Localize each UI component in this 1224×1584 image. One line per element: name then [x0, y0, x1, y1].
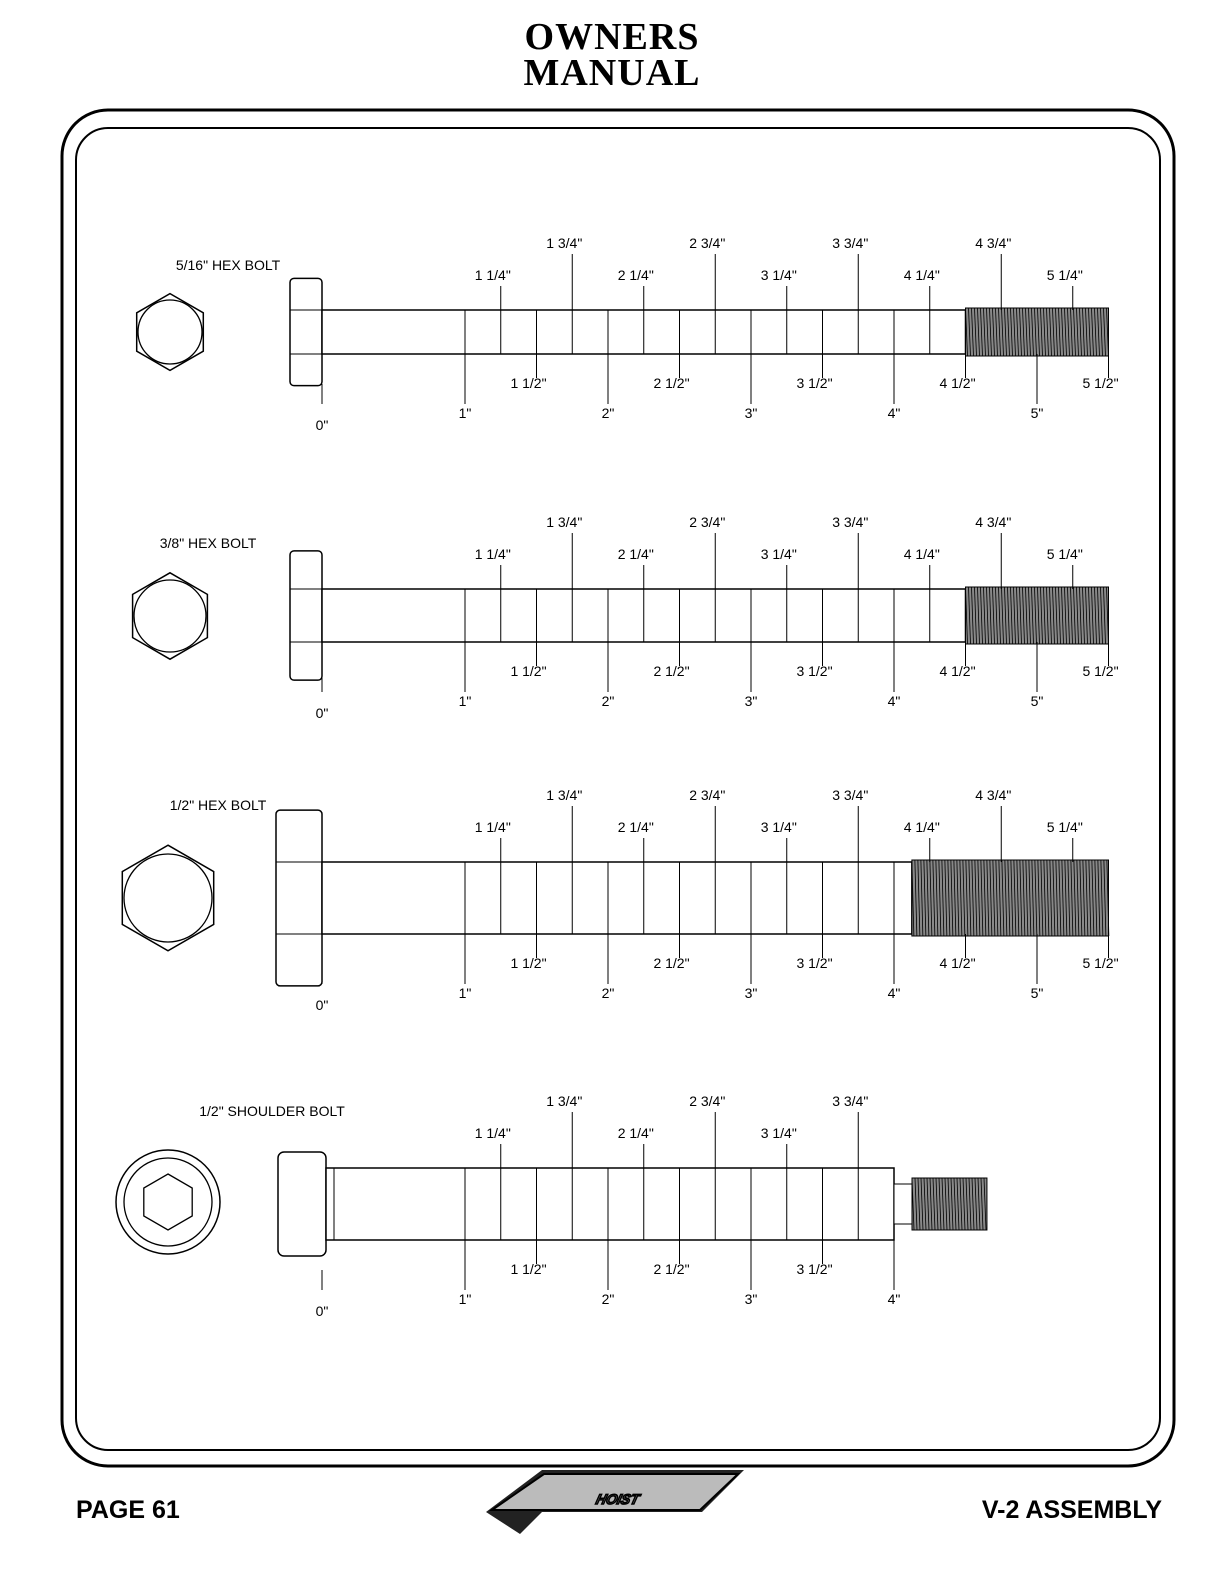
section-title: V-2 ASSEMBLY [981, 1496, 1162, 1524]
bolt-threads [966, 587, 1109, 644]
hex-head-end-view [133, 573, 208, 659]
scale-label-1-5: 1 1/2" [510, 663, 547, 679]
scale-label-1-25: 1 1/4" [474, 819, 511, 835]
scale-label-5-25: 5 1/4" [1046, 267, 1083, 283]
scale-label-1-5: 1 1/2" [510, 375, 547, 391]
scale-label-1-25: 1 1/4" [474, 267, 511, 283]
scale-label-2-5: 2 1/2" [653, 663, 690, 679]
scale-label-2-25: 2 1/4" [617, 1125, 654, 1141]
scale-label-3-75: 3 3/4" [832, 235, 869, 251]
hex-head-side [276, 810, 322, 986]
bolt-3 [122, 787, 1118, 1013]
scale-label-5: 5" [1030, 985, 1044, 1001]
bolt-label: 1/2" HEX BOLT [169, 797, 267, 813]
scale-label-1: 1" [458, 1291, 472, 1307]
scale-label-0: 0" [315, 1303, 329, 1319]
scale-label-0: 0" [315, 417, 329, 433]
scale-label-4-25: 4 1/4" [903, 267, 940, 283]
scale-label-4-25: 4 1/4" [903, 546, 940, 562]
logo-text: HOIST [594, 1492, 641, 1508]
socket-head-inner [124, 1158, 212, 1246]
bolt-label: 5/16" HEX BOLT [175, 257, 281, 273]
scale-label-1-75: 1 3/4" [546, 787, 583, 803]
hex-socket [144, 1174, 192, 1230]
scale-label-5-25: 5 1/4" [1046, 819, 1083, 835]
bolt-1 [137, 235, 1119, 433]
scale-label-2-25: 2 1/4" [617, 819, 654, 835]
scale-label-5-5: 5 1/2" [1082, 375, 1119, 391]
thread-body [912, 860, 1109, 936]
bolt-label: 1/2" SHOULDER BOLT [199, 1103, 345, 1119]
scale-label-4: 4" [887, 1291, 901, 1307]
scale-label-4-25: 4 1/4" [903, 819, 940, 835]
bolt-threads [912, 860, 1109, 936]
scale-label-5-5: 5 1/2" [1082, 955, 1119, 971]
scale-label-3-25: 3 1/4" [760, 546, 797, 562]
washer-face [124, 854, 212, 942]
scale-label-3-75: 3 3/4" [832, 1093, 869, 1109]
scale-label-3-25: 3 1/4" [760, 267, 797, 283]
scale-label-4-5: 4 1/2" [939, 375, 976, 391]
scale-label-2: 2" [601, 985, 615, 1001]
washer-face [138, 300, 202, 364]
scale-label-2-5: 2 1/2" [653, 375, 690, 391]
scale-label-1-25: 1 1/4" [474, 546, 511, 562]
scale-label-2-25: 2 1/4" [617, 546, 654, 562]
scale-label-2-75: 2 3/4" [689, 514, 726, 530]
scale-label-3: 3" [744, 405, 758, 421]
scale-label-2: 2" [601, 693, 615, 709]
scale-label-4: 4" [887, 405, 901, 421]
scale-label-3-5: 3 1/2" [796, 375, 833, 391]
scale-label-4-75: 4 3/4" [975, 787, 1012, 803]
scale-label-1-5: 1 1/2" [510, 955, 547, 971]
scale-label-3: 3" [744, 693, 758, 709]
scale-label-1-75: 1 3/4" [546, 235, 583, 251]
bolt-label: 3/8" HEX BOLT [159, 535, 257, 551]
scale-label-3-5: 3 1/2" [796, 1261, 833, 1277]
title-line-1: OWNERS [524, 16, 700, 58]
scale-label-2-5: 2 1/2" [653, 955, 690, 971]
socket-head-side [278, 1152, 326, 1256]
scale-label-1: 1" [458, 985, 472, 1001]
scale-label-5: 5" [1030, 693, 1044, 709]
scale-label-2-25: 2 1/4" [617, 267, 654, 283]
scale-label-3-5: 3 1/2" [796, 663, 833, 679]
scale-label-1: 1" [458, 405, 472, 421]
scale-label-3-25: 3 1/4" [760, 819, 797, 835]
scale-label-0: 0" [315, 705, 329, 721]
hex-head-side [290, 278, 322, 385]
hoist-logo [480, 1466, 750, 1538]
bolt-shank [322, 862, 912, 934]
scale-label-5-25: 5 1/4" [1046, 546, 1083, 562]
scale-label-4-75: 4 3/4" [975, 514, 1012, 530]
scale-label-3: 3" [744, 985, 758, 1001]
scale-label-2: 2" [601, 405, 615, 421]
hex-head-side [290, 551, 322, 680]
bolt-threads [912, 1178, 987, 1230]
socket-head-end-view [116, 1150, 220, 1254]
scale-label-3-5: 3 1/2" [796, 955, 833, 971]
title-line-2: MANUAL [523, 52, 701, 94]
scale-label-1-5: 1 1/2" [510, 1261, 547, 1277]
scale-label-1-75: 1 3/4" [546, 1093, 583, 1109]
washer-face [134, 580, 206, 652]
scale-label-4-5: 4 1/2" [939, 663, 976, 679]
scale-label-2-75: 2 3/4" [689, 1093, 726, 1109]
scale-label-1-25: 1 1/4" [474, 1125, 511, 1141]
scale-label-4-75: 4 3/4" [975, 235, 1012, 251]
hex-head-end-view [137, 294, 204, 371]
scale-label-2-75: 2 3/4" [689, 235, 726, 251]
scale-label-4: 4" [887, 693, 901, 709]
scale-label-3-75: 3 3/4" [832, 514, 869, 530]
scale-label-1: 1" [458, 693, 472, 709]
page-number: PAGE 61 [76, 1496, 180, 1524]
bolt-threads [966, 308, 1109, 356]
bolt-4 [116, 1093, 987, 1319]
scale-label-3-25: 3 1/4" [760, 1125, 797, 1141]
bolt-2 [133, 514, 1119, 721]
scale-label-4-5: 4 1/2" [939, 955, 976, 971]
scale-label-4: 4" [887, 985, 901, 1001]
scale-label-1-75: 1 3/4" [546, 514, 583, 530]
scale-label-3: 3" [744, 1291, 758, 1307]
scale-label-2-5: 2 1/2" [653, 1261, 690, 1277]
hex-head-end-view [122, 845, 213, 951]
bolt-group [116, 235, 1119, 1319]
scale-label-0: 0" [315, 997, 329, 1013]
scale-label-3-75: 3 3/4" [832, 787, 869, 803]
thread-relief [894, 1184, 912, 1224]
scale-label-2: 2" [601, 1291, 615, 1307]
scale-label-5: 5" [1030, 405, 1044, 421]
scale-label-5-5: 5 1/2" [1082, 663, 1119, 679]
shoulder [326, 1168, 894, 1240]
scale-label-2-75: 2 3/4" [689, 787, 726, 803]
